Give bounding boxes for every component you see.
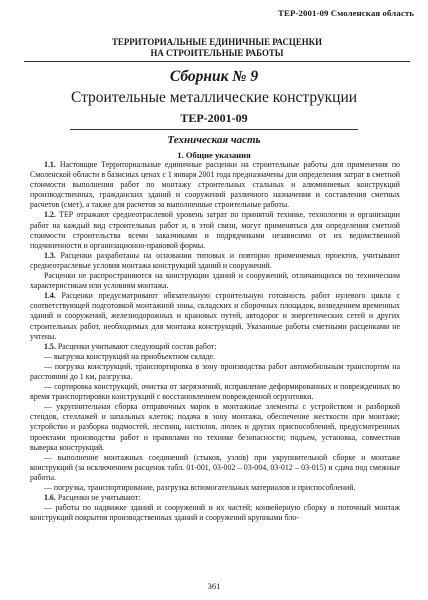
paragraph [30, 342, 400, 352]
paragraph [30, 352, 400, 362]
paragraph-number: 1.6. [44, 493, 56, 503]
paragraph [30, 382, 400, 402]
paragraph-text: — работы по надвижке зданий и сооружений и их частей; конвейерную сборку и поточный монтаж конструкций покрытия производственных зданий и сооружений крупными бло- [30, 503, 400, 523]
paragraph-number: 1.3. [44, 250, 56, 260]
document-body [30, 160, 400, 523]
paragraph [30, 210, 400, 250]
header-line-2: НА СТРОИТЕЛЬНЫЕ РАБОТЫ [150, 47, 284, 58]
paragraph-text: Расценки разработаны на основании типовых и повторно применяемых проектов, учитывают среднеотраслевые условия монтажа конструкций зданий и сооружений. [30, 250, 400, 270]
paragraph-text: — укрупнительная сборка отправочных марок в монтажные элементы с устройством и разборкой стендов, стеллажей и шпальных клеток; подача в зону монтажа, обеспечение жесткости при монтаже; устройство и разборка подмостей, лестниц, настилов, люлек и других приспособлений, предусмотренных проектами производства работ и правилами по технике безопасности; подъем, установка, совместная выверка конструкций. [30, 402, 400, 452]
paragraph-text: — выполнение монтажных соединений (стыков, узлов) при укрупнительной сборке и монтаже конструкций (за исключением расценок табл. 01-001, 03-002 – 03-004, 03-012 – 03-015) и сдача под смежные работы. [30, 452, 400, 482]
paragraph-text: Расценки не учитывают: [55, 493, 141, 503]
running-head: ТЕР-2001-09 Смоленская область [278, 8, 414, 18]
header-line-1: ТЕРРИТОРИАЛЬНЫЕ ЕДИНИЧНЫЕ РАСЦЕНКИ [112, 37, 322, 47]
page-number: 361 [207, 581, 221, 591]
paragraph-text: Расценки предусматривают обязательную строительную готовность работ нулевого цикла с соответствующей подготовкой монтажной зоны, складских и сборочных площадок, возведением временных зданий и сооружений, железнодорожных и крановых путей, автодорог и энергетических сетей и других строительных работ, необходимых для монтажа конструкций. Указанные работы сметными расценками не учтены. [30, 291, 400, 341]
paragraph [30, 453, 400, 483]
paragraph-text: Расценки учитывают следующий состав работ: [55, 341, 217, 351]
divider [70, 129, 358, 130]
paragraph-text: — погрузка конструкций, транспортировка в зону производства работ автомобильным транспортом на расстоянии до 1 км, разгрузка. [30, 361, 400, 381]
section-title: Техническая часть [167, 134, 261, 146]
collection-number: Сборник № 9 [169, 68, 259, 85]
paragraph-number: 1.4. [44, 291, 56, 301]
paragraph [30, 503, 400, 523]
paragraph-text: — сортировка конструкций, очистка от загрязнений, исправление деформированных и поврежденных во время транспортировки конструкций с восстановлением поврежденной огрунтовки. [30, 382, 400, 402]
collection-title: Строительные металлические конструкции [70, 89, 358, 106]
paragraph-text: ТЕР отражают среднеотраслевой уровень затрат по принятой технике, технологии и организации работ на каждый вид строительных работ и, в этой связи, могут применяться для определения сметной стоимости строительства всеми заказчиками и подрядчиками независимо от их ведомственной подчиненности и организационно-правовой формы. [30, 210, 400, 250]
paragraph-number: 1.1. [44, 160, 56, 169]
paragraph-text: — погрузка, транспортирование, разгрузка вспомогательных материалов и приспособлений. [44, 483, 356, 492]
paragraph [30, 251, 400, 271]
paragraph-text: Настоящие Территориальные единичные расценки на строительные работы для применения по Смоленской области в базисных ценах с 1 января 2001 года предназначены для определения затрат в сметной стоимости выполнения работ по монтажу строительных стальных и алюминиевых конструкций производственных, гражданских зданий и сооружений различного назначения и составления сметных расчетов (смет), а также для расчетов за выполненные строительные работы. [30, 160, 400, 210]
subsection-title: 1. Общие указания [177, 150, 251, 160]
collection-code: ТЕР-2001-09 [180, 111, 248, 125]
paragraph-number: 1.2. [44, 210, 56, 220]
paragraph [30, 362, 400, 382]
paragraph [30, 402, 400, 452]
paragraph [30, 291, 400, 341]
paragraph-text: Расценки не распространяются на конструкции зданий и сооружений, отличающихся по техническим характеристикам или условиям монтажа. [30, 271, 400, 291]
paragraph [30, 160, 400, 210]
paragraph-number: 1.5. [44, 341, 56, 351]
paragraph [30, 493, 400, 503]
document-header [24, 20, 410, 62]
paragraph [30, 271, 400, 291]
paragraph [30, 483, 400, 493]
paragraph-text: — выгрузка конструкций на приобъектном складе. [44, 351, 215, 361]
